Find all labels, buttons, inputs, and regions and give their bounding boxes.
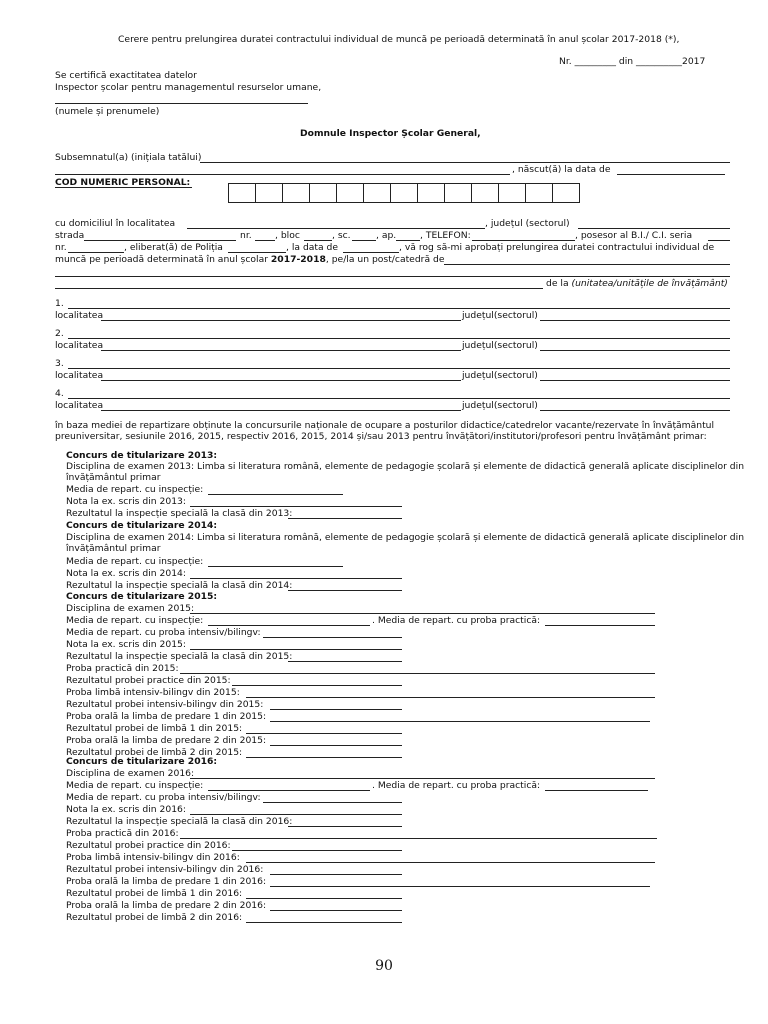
unit-4-judet-label: județul(sectorul) xyxy=(462,400,538,411)
c2014-disc-2: învățământul primar xyxy=(66,543,161,554)
c2015-rez-limba-2-label: Rezultatul probei de limbă 2 din 2015: xyxy=(66,747,243,758)
unit-3-field[interactable] xyxy=(68,368,730,369)
c2015-media-practica-label: . Media de repart. cu proba practică: xyxy=(372,615,541,626)
munca-text: muncă pe perioadă determinată în anul școlar 2017-2018, pe/la un post/catedră de xyxy=(55,254,445,265)
unit-4-localitate-field[interactable] xyxy=(101,410,461,411)
telefon-field[interactable] xyxy=(472,240,575,241)
eliberat-label: , eliberat(ă) de Poliția xyxy=(124,242,223,253)
c2015-rez-label: Rezultatul la inspecție specială la clasă din 2015: xyxy=(66,651,293,662)
unit-4-judet-field[interactable] xyxy=(540,410,730,411)
c2013-title: Concurs de titularizare 2013: xyxy=(66,450,218,461)
unit-4-localitate-label: localitatea xyxy=(55,400,104,411)
c2013-rez-field[interactable] xyxy=(288,518,402,519)
c2015-orala-1-label: Proba orală la limba de predare 1 din 2015: xyxy=(66,711,267,722)
c2014-title: Concurs de titularizare 2014: xyxy=(66,520,218,531)
unit-2-judet-field[interactable] xyxy=(540,350,730,351)
c2016-orala-1-field[interactable] xyxy=(270,886,650,887)
nr2-field[interactable] xyxy=(68,252,124,253)
unit-3-num: 3. xyxy=(55,358,64,369)
cnp-box-3[interactable] xyxy=(282,183,310,203)
nascut-label: , născut(ă) la data de xyxy=(512,164,611,175)
c2016-title: Concurs de titularizare 2016: xyxy=(66,756,218,767)
c2015-orala-2-field[interactable] xyxy=(270,745,402,746)
c2013-media-label: Media de repart. cu inspecție: xyxy=(66,484,204,495)
c2016-rez-intensiv-field[interactable] xyxy=(270,874,402,875)
c2016-rez-limba-1-field[interactable] xyxy=(246,898,402,899)
c2015-orala-1-field[interactable] xyxy=(270,721,650,722)
unit-1-field[interactable] xyxy=(68,308,730,309)
certify-line-1: Se certifică exactitatea datelor xyxy=(55,70,197,81)
birthdate-field[interactable] xyxy=(617,174,725,175)
strada-field[interactable] xyxy=(84,240,236,241)
unit-3-localitate-field[interactable] xyxy=(101,380,461,381)
c2015-rez-practice-field[interactable] xyxy=(232,685,402,686)
c2015-proba-practica-label: Proba practică din 2015: xyxy=(66,663,179,674)
cnp-box-4[interactable] xyxy=(309,183,337,203)
cnp-box-1[interactable] xyxy=(228,183,256,203)
unit-1-judet-label: județul(sectorul) xyxy=(462,310,538,321)
c2015-rez-intensiv-field[interactable] xyxy=(270,709,402,710)
unit-1-localitate-label: localitatea xyxy=(55,310,104,321)
cnp-label-underline xyxy=(55,187,192,188)
unit-2-judet-label: județul(sectorul) xyxy=(462,340,538,351)
certify-line-2: Inspector școlar pentru managementul resurselor umane, xyxy=(55,82,322,93)
cnp-box-5[interactable] xyxy=(336,183,364,203)
c2016-orala-2-label: Proba orală la limba de predare 2 din 2016: xyxy=(66,900,267,911)
c2016-rez-practice-label: Rezultatul probei practice din 2016: xyxy=(66,840,231,851)
c2014-disc-1: Disciplina de examen 2014: Limba si literatura română, elemente de pedagogie școlară și elemente de didactică generală aplicate disciplinelor din xyxy=(66,532,745,543)
c2015-media-practica-field[interactable] xyxy=(545,625,655,626)
c2016-media-practica-label: . Media de repart. cu proba practică: xyxy=(372,780,541,791)
c2016-media-field[interactable] xyxy=(208,790,370,791)
bloc-label: , bloc xyxy=(275,230,300,241)
cnp-box-13[interactable] xyxy=(552,183,580,203)
unit-3-judet-field[interactable] xyxy=(540,380,730,381)
judet-label: , județul (sectorul) xyxy=(485,218,570,229)
c2016-rez-practice-field[interactable] xyxy=(232,850,402,851)
post-field-2[interactable] xyxy=(55,276,730,277)
va-rog-text: , vă rog să-mi aprobați prelungirea duratei contractului individual de xyxy=(399,242,715,253)
inspector-name-line xyxy=(55,103,308,104)
c2016-disc-label: Disciplina de examen 2016: xyxy=(66,768,195,779)
c2014-nota-field[interactable] xyxy=(190,578,402,579)
unit-3-judet-label: județul(sectorul) xyxy=(462,370,538,381)
page-number: 90 xyxy=(375,958,393,974)
subsemnatul-label: Subsemnatul(a) (inițiala tatălui) xyxy=(55,152,202,163)
c2015-media-label: Media de repart. cu inspecție: xyxy=(66,615,204,626)
c2014-rez-field[interactable] xyxy=(288,590,402,591)
c2016-orala-2-field[interactable] xyxy=(270,910,402,911)
telefon-label: , TELEFON: xyxy=(420,230,471,241)
c2015-disc-label: Disciplina de examen 2015: xyxy=(66,603,195,614)
c2016-proba-limba-int-label: Proba limbă intensiv-bilingv din 2016: xyxy=(66,852,240,863)
cnp-box-9[interactable] xyxy=(444,183,472,203)
c2015-proba-limba-int-label: Proba limbă intensiv-bilingv din 2015: xyxy=(66,687,240,698)
nr-field[interactable] xyxy=(255,240,275,241)
c2016-nota-label: Nota la ex. scris din 2016: xyxy=(66,804,186,815)
unit-1-judet-field[interactable] xyxy=(540,320,730,321)
cnp-box-11[interactable] xyxy=(498,183,526,203)
c2015-proba-limba-int-field[interactable] xyxy=(246,697,655,698)
c2015-proba-practica-field[interactable] xyxy=(180,673,655,674)
c2015-nota-field[interactable] xyxy=(190,649,402,650)
judet-field[interactable] xyxy=(578,228,730,229)
c2015-title: Concurs de titularizare 2015: xyxy=(66,591,218,602)
c2015-rez-intensiv-label: Rezultatul probei intensiv-bilingv din 2015: xyxy=(66,699,264,710)
c2016-rez-field[interactable] xyxy=(288,826,402,827)
unit-1-num: 1. xyxy=(55,298,64,309)
bloc-field[interactable] xyxy=(304,240,332,241)
c2016-media-intensiv-field[interactable] xyxy=(263,802,402,803)
c2015-rez-limba-1-label: Rezultatul probei de limbă 1 din 2015: xyxy=(66,723,243,734)
header-title: Cerere pentru prelungirea duratei contractului individual de muncă pe perioadă determinată în anul școlar 2017-2018 (*), xyxy=(118,34,680,45)
c2015-nota-label: Nota la ex. scris din 2015: xyxy=(66,639,186,650)
c2016-disc-field[interactable] xyxy=(190,778,655,779)
cnp-box-10[interactable] xyxy=(471,183,499,203)
subsemnatul-field-2[interactable] xyxy=(55,174,510,175)
cnp-box-12[interactable] xyxy=(525,183,553,203)
c2016-proba-practica-label: Proba practică din 2016: xyxy=(66,828,179,839)
cnp-box-2[interactable] xyxy=(255,183,283,203)
c2013-rez-label: Rezultatul la inspecție specială la clasă din 2013: xyxy=(66,508,293,519)
c2015-media-field[interactable] xyxy=(208,625,370,626)
unit-4-num: 4. xyxy=(55,388,64,399)
nr-date-line: Nr. _________ din __________2017 xyxy=(559,56,706,67)
baza-text-1: în baza mediei de repartizare obținute la concursurile naționale de ocupare a posturilor didactice/catedrelor vacante/rezervate în învățământul xyxy=(55,420,715,431)
eliberat-date-field[interactable] xyxy=(343,252,399,253)
unitate-caption: de la (unitatea/unitățile de învățământ) xyxy=(546,278,728,289)
c2015-rez-practice-label: Rezultatul probei practice din 2015: xyxy=(66,675,231,686)
sc-field[interactable] xyxy=(352,240,376,241)
c2013-disc-2: învățământul primar xyxy=(66,472,161,483)
c2016-rez-intensiv-label: Rezultatul probei intensiv-bilingv din 2016: xyxy=(66,864,264,875)
posesor-label: , posesor al B.I./ C.I. seria xyxy=(575,230,693,241)
c2016-rez-limba-1-label: Rezultatul probei de limbă 1 din 2016: xyxy=(66,888,243,899)
strada-label: strada xyxy=(55,230,85,241)
cnp-label: COD NUMERIC PERSONAL: xyxy=(55,177,191,188)
c2013-nota-field[interactable] xyxy=(190,506,402,507)
c2016-rez-limba-2-label: Rezultatul probei de limbă 2 din 2016: xyxy=(66,912,243,923)
c2016-proba-practica-field[interactable] xyxy=(180,838,657,839)
cnp-box-7[interactable] xyxy=(390,183,418,203)
baza-text-2: preuniversitar, sesiunile 2016, 2015, respectiv 2016, 2015, 2014 și/sau 2013 pentru învățători/institutori/profesori pentru învățământ primar: xyxy=(55,431,707,442)
sc-label: , sc. xyxy=(332,230,351,241)
c2014-rez-label: Rezultatul la inspecție specială la clasă din 2014: xyxy=(66,580,293,591)
cnp-box-6[interactable] xyxy=(363,183,391,203)
ap-label: , ap. xyxy=(376,230,397,241)
c2015-rez-limba-2-field[interactable] xyxy=(246,757,402,758)
c2015-media-intensiv-field[interactable] xyxy=(263,637,402,638)
c2016-media-intensiv-label: Media de repart. cu proba intensiv/bilingv: xyxy=(66,792,261,803)
seria-field[interactable] xyxy=(708,240,730,241)
subsemnatul-field[interactable] xyxy=(200,162,730,163)
ap-field[interactable] xyxy=(396,240,420,241)
unit-1-localitate-field[interactable] xyxy=(101,320,461,321)
c2016-nota-field[interactable] xyxy=(190,814,402,815)
c2014-media-field[interactable] xyxy=(208,566,343,567)
c2016-rez-limba-2-field[interactable] xyxy=(246,922,402,923)
unit-3-localitate-label: localitatea xyxy=(55,370,104,381)
la-data-label: , la data de xyxy=(286,242,339,253)
c2015-rez-field[interactable] xyxy=(288,661,402,662)
c2015-rez-limba-1-field[interactable] xyxy=(246,733,402,734)
c2015-disc-field[interactable] xyxy=(190,613,655,614)
post-field[interactable] xyxy=(444,264,730,265)
unit-4-field[interactable] xyxy=(68,398,730,399)
domiciliu-label: cu domiciliul în localitatea xyxy=(55,218,176,229)
c2016-media-label: Media de repart. cu inspecție: xyxy=(66,780,204,791)
c2016-media-practica-field[interactable] xyxy=(545,790,648,791)
post-field-3[interactable] xyxy=(55,288,543,289)
c2013-disc-1: Disciplina de examen 2013: Limba si literatura română, elemente de pedagogie școlară și elemente de didactică generală aplicate disciplinelor din xyxy=(66,461,745,472)
c2013-media-field[interactable] xyxy=(208,494,343,495)
unit-2-localitate-label: localitatea xyxy=(55,340,104,351)
nr-label: nr. xyxy=(240,230,252,241)
c2016-proba-limba-int-field[interactable] xyxy=(246,862,655,863)
salutation: Domnule Inspector Școlar General, xyxy=(300,128,481,139)
c2015-orala-2-label: Proba orală la limba de predare 2 din 2015: xyxy=(66,735,267,746)
politia-field[interactable] xyxy=(228,252,286,253)
unit-2-field[interactable] xyxy=(68,338,730,339)
unit-2-localitate-field[interactable] xyxy=(101,350,461,351)
c2015-media-intensiv-label: Media de repart. cu proba intensiv/bilingv: xyxy=(66,627,261,638)
c2013-nota-label: Nota la ex. scris din 2013: xyxy=(66,496,186,507)
c2016-orala-1-label: Proba orală la limba de predare 1 din 2016: xyxy=(66,876,267,887)
unit-2-num: 2. xyxy=(55,328,64,339)
name-caption: (numele și prenumele) xyxy=(55,106,160,117)
c2014-media-label: Media de repart. cu inspecție: xyxy=(66,556,204,567)
cnp-box-8[interactable] xyxy=(417,183,445,203)
c2016-rez-label: Rezultatul la inspecție specială la clasă din 2016: xyxy=(66,816,293,827)
localitate-field[interactable] xyxy=(187,228,485,229)
nr2-label: nr. xyxy=(55,242,67,253)
c2014-nota-label: Nota la ex. scris din 2014: xyxy=(66,568,186,579)
